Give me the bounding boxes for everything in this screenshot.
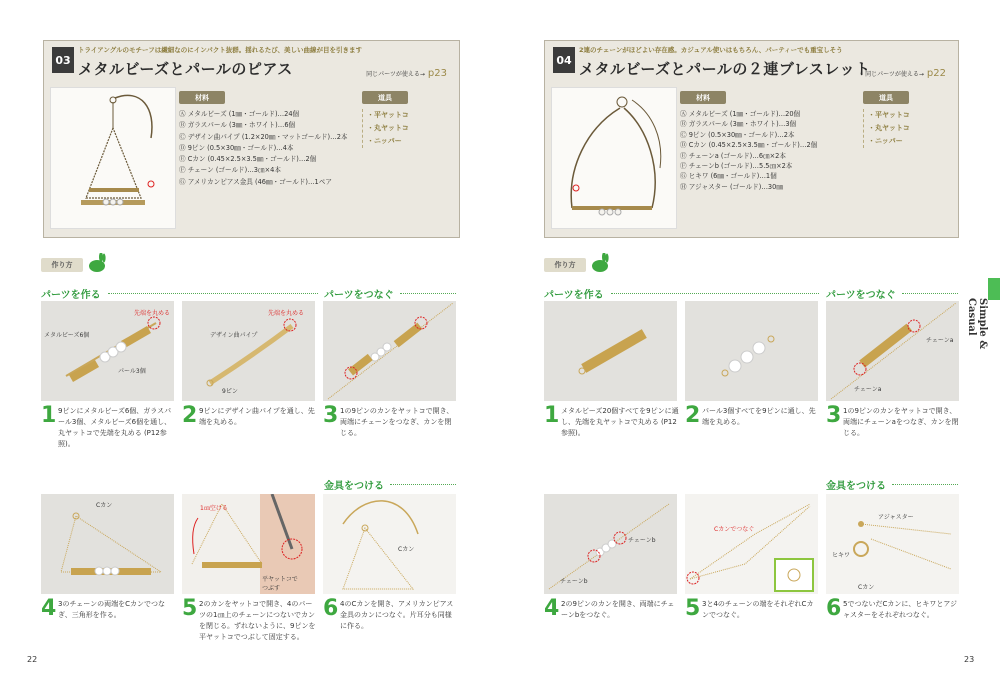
material-item: Ⓕ チェーン (ゴールド)…3㎝×4本 [179,166,281,175]
material-item: Ⓓ Cカン (0.45×2.5×3.5㎜・ゴールド)…2個 [680,141,818,150]
step-number: 2 [182,403,198,428]
step-number: 3 [323,403,339,428]
step-text: パール3個すべてを9ピンに通し、先端を丸める。 [702,407,816,426]
callout-chain-a: チェーンa [926,337,954,344]
step-6-photo [826,494,959,594]
finished-piece-photo [551,87,677,229]
project-tagline: トライアングルのモチーフは繊細なのにインパクト抜群。揺れるたび、美しい曲線が目を引きます [78,46,362,54]
step-number: 2 [685,403,701,428]
section-make-parts: パーツを作る [41,290,101,301]
project-number: 03 [52,47,74,73]
step-3-photo [323,301,456,401]
callout-round-tip: 先端を丸める [134,310,171,317]
material-item: Ⓖ アメリカンピアス金具 (46㎜・ゴールド)…1ペア [179,177,332,186]
callout-pearl: パール3個 [118,368,146,375]
material-item: Ⓒ 9ピン (0.5×30㎜・ゴールド)…2本 [680,130,795,139]
tool-item: ・丸ヤットコ [367,124,409,132]
step-text: 1の9ピンのカンをヤットコで開き、両端にチェーンaをつなぎ、カンを閉じる。 [843,407,959,437]
page-number: 22 [27,655,38,664]
section-divider [400,293,456,295]
project-tagline: 2連のチェーンがほどよい存在感。カジュアル使いはもちろん、パーティーでも重宝しそう [579,46,843,54]
bracelet-illustration [552,88,676,228]
material-item: Ⓕ チェーンb (ゴールド)…5.5㎝×2本 [680,162,793,171]
step-number: 6 [323,596,339,621]
rabbit-icon [86,253,108,273]
callout-design-pipe: デザイン曲パイプ [210,332,258,339]
section-divider [390,484,456,486]
finished-piece-photo [50,87,176,229]
section-make-parts: パーツを作る [544,290,604,301]
material-item: Ⓐ メタルビーズ (1㎜・ゴールド)…24個 [179,110,300,118]
section-connect-parts: パーツをつなぐ [324,290,394,301]
callout-c-kan: Cカン [96,502,113,509]
step-number: 1 [41,403,57,428]
tools-heading: 道具 [362,91,408,104]
material-item: Ⓑ ガラスパール (3㎜・ホワイト)…6個 [179,121,296,130]
material-item: Ⓖ ヒキワ (6㎜・ゴールド)…1個 [680,172,777,181]
step-number: 5 [685,596,701,621]
step-number: 6 [826,596,842,621]
project-header [43,40,460,238]
step-text: 9ピンにメタルビーズ6個、ガラスパール3個、メタルビーズ6個を通し、丸ヤットコで先端を丸める (P12参照)。 [58,407,172,448]
step-5-photo [685,494,818,594]
materials-heading: 材料 [179,91,225,104]
step-text: メタルビーズ20個すべてを9ピンに通し、先端を丸ヤットコで丸める (P12参照)。 [561,407,679,437]
right-page [500,0,1000,682]
materials-list [680,109,817,192]
step-text: 3と4のチェーンの端をそれぞれCカンでつなぐ。 [702,600,814,619]
section-divider [892,484,958,486]
step-text: 2のカンをヤットコで開き、4のパーツの1㎝上のチェーンにつないでカンを閉じる。ずれないように、9ピンを平ヤットコでつぶして固定する。 [199,600,316,641]
step-number: 4 [544,596,560,621]
step-6-photo [323,494,456,594]
tool-item: ・ニッパー [367,137,402,145]
tool-item: ・ニッパー [868,137,903,145]
step-1-photo [544,301,677,401]
step-number: 4 [41,596,57,621]
howto-label: 作り方 [544,258,586,272]
project-title: メタルビーズとパールの２連ブレスレット [579,60,871,78]
callout-chain-b: チェーンb [628,537,656,544]
callout-round-tip-2: 先端を丸める [268,310,305,317]
section-divider [611,293,819,295]
callout-hikiwa: ヒキワ [832,552,851,559]
material-item: Ⓒ デザイン曲パイプ (1.2×20㎜・マットゴールド)…2本 [179,132,348,141]
callout-adjuster: アジャスター [878,514,914,521]
step-number: 3 [826,403,842,428]
callout-c-kan: Cカン [858,584,875,591]
step-4-photo [41,494,174,594]
callout-metal-beads: メタルビーズ6個 [44,332,90,339]
material-item: Ⓐ メタルビーズ (1㎜・ゴールド)…20個 [680,110,801,118]
materials-heading: 材料 [680,91,726,104]
callout-chain-a-2: チェーンa [854,386,882,393]
section-side-label: Simple & Casual [966,298,988,350]
section-tab [988,278,1000,300]
step-text: 1の9ピンのカンをヤットコで開き、両端にチェーンをつなぎ、カンを閉じる。 [340,407,454,437]
step-text: 5でつないだCカンに、ヒキワとアジャスターをそれぞれつなぐ。 [843,600,958,619]
tools-list [362,109,409,148]
material-item: Ⓑ ガラスパール (3㎜・ホワイト)…3個 [680,120,797,129]
callout-chain-b-2: チェーンb [560,578,588,585]
section-attach-fittings: 金具をつける [826,481,886,492]
material-item: Ⓔ チェーンa (ゴールド)…6㎝×2本 [680,151,786,160]
step-text: 9ピンにデザイン曲パイプを通し、先端を丸める。 [199,407,315,426]
tool-item: ・平ヤットコ [868,111,910,119]
step-text: 3のチェーンの両端をCカンでつなぎ、三角形を作る。 [58,600,165,619]
howto-label: 作り方 [41,258,83,272]
callout-c-kan-join: Cカンでつなぐ [714,526,755,533]
material-item: Ⓗ アジャスター (ゴールド)…30㎜ [680,182,783,191]
section-divider [902,293,958,295]
same-parts-link[interactable]: 同じパーツが使える→ p22 [865,68,946,79]
step-2-photo [685,301,818,401]
callout-c-kan-2: Cカン [398,546,415,553]
earring-illustration [51,88,175,228]
tool-item: ・丸ヤットコ [868,124,910,132]
material-item: Ⓔ Cカン (0.45×2.5×3.5㎜・ゴールド)…2個 [179,155,317,164]
callout-one-cm: 1㎝空ける [200,505,228,512]
tools-list [863,109,910,148]
callout-nine-pin: 9ピン [222,388,238,395]
tool-item: ・平ヤットコ [367,111,409,119]
materials-list [179,109,348,188]
section-divider [108,293,318,295]
section-attach-fittings: 金具をつける [324,481,384,492]
step-3-photo [826,301,959,401]
callout-flatten: 平ヤットコでつぶす [262,576,298,592]
tools-heading: 道具 [863,91,909,104]
same-parts-link[interactable]: 同じパーツが使える→ p23 [366,68,447,79]
project-number: 04 [553,47,575,73]
step-text: 2の9ピンのカンを開き、両端にチェーンbをつなぐ。 [561,600,675,619]
step-number: 5 [182,596,198,621]
page-number: 23 [964,655,975,664]
step-number: 1 [544,403,560,428]
rabbit-icon [589,253,611,273]
step-text: 4のCカンを開き、アメリカンピアス金具のカンにつなぐ。片耳分も同様に作る。 [340,600,454,630]
material-item: Ⓓ 9ピン (0.5×30㎜・ゴールド)…4本 [179,143,294,152]
section-connect-parts: パーツをつなぐ [826,290,896,301]
project-header [544,40,959,238]
project-title: メタルビーズとパールのピアス [78,60,293,78]
